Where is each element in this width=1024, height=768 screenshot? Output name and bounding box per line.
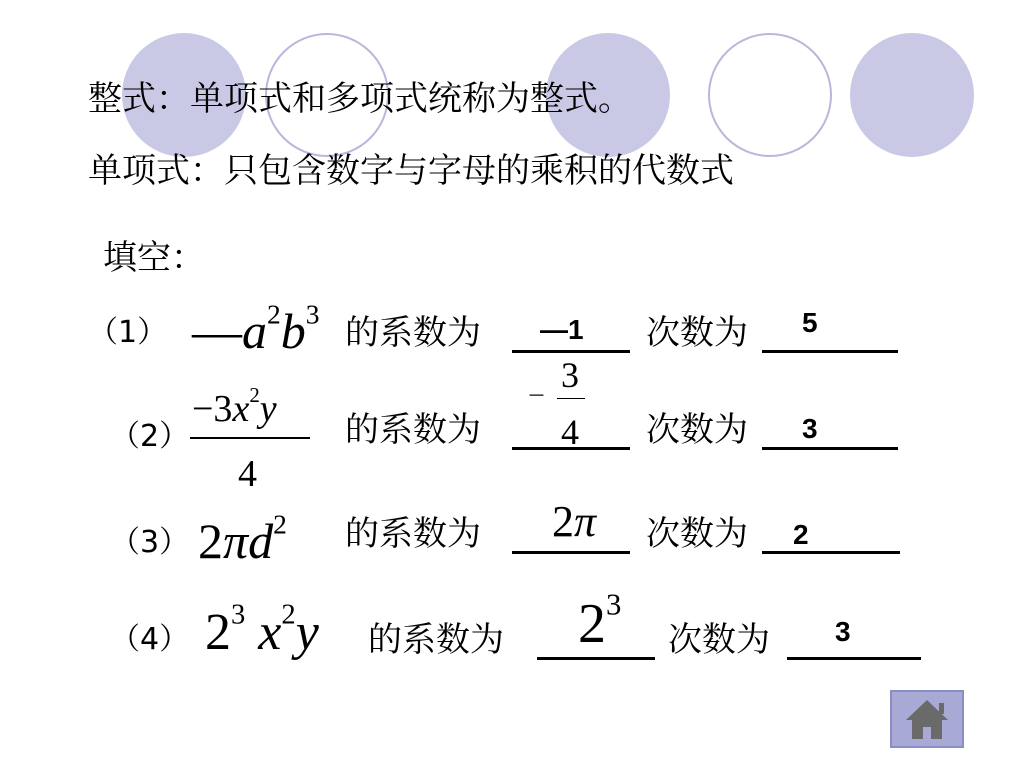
item-2-coef-label: 的系数为 xyxy=(345,410,481,450)
item-2-coef-fraction-bar xyxy=(557,398,585,399)
decor-circle-4 xyxy=(708,33,832,157)
item-3-degree-answer: 2 xyxy=(793,519,809,550)
item-2-coef-numerator: 3 xyxy=(561,355,579,395)
item-3-coef-blank xyxy=(512,551,630,554)
item-2-coef-blank xyxy=(512,447,630,450)
item-1-degree-label: 次数为 xyxy=(646,313,748,353)
item-2-numerator: $-3x^2y$ xyxy=(192,383,277,430)
item-2-index: （2） xyxy=(110,419,190,454)
item-4-degree-answer: 3 xyxy=(835,616,851,647)
item-1-coef-answer: —1 xyxy=(540,314,584,345)
polynomial-definition: 整式：单项式和多项式统称为整式。 xyxy=(88,79,632,119)
item-4-coef-label: 的系数为 xyxy=(368,620,504,660)
item-4-expression: $2^3$ $x^2y$ xyxy=(205,599,319,661)
exercise-heading: 填空： xyxy=(103,238,205,278)
item-2-denominator: 4 xyxy=(238,453,257,495)
item-2-degree-label: 次数为 xyxy=(646,410,748,450)
item-3-degree-blank xyxy=(762,551,900,554)
item-4-degree-blank xyxy=(787,657,921,660)
decor-circle-5 xyxy=(850,33,974,157)
item-4-coef-answer: $2^3$ xyxy=(578,587,622,655)
item-4-index: （4） xyxy=(110,622,190,657)
item-1-degree-answer: 5 xyxy=(802,307,818,338)
item-3-coef-label: 的系数为 xyxy=(345,514,481,554)
item-2-coef-sign: − xyxy=(528,379,545,412)
item-3-degree-label: 次数为 xyxy=(646,514,748,554)
item-3-expression: $2\pi d^2$ xyxy=(198,508,287,569)
item-3-index: （3） xyxy=(110,525,190,560)
home-button[interactable] xyxy=(890,690,964,748)
item-1-index: （1） xyxy=(88,315,168,350)
item-3-coef-answer: 2π xyxy=(552,497,597,546)
item-2-coef-denominator: 4 xyxy=(561,412,579,452)
item-4-coef-blank xyxy=(537,657,655,660)
item-1-expression: $—a^2b^3$ xyxy=(192,298,320,359)
item-1-coef-blank xyxy=(512,350,630,353)
item-2-fraction-bar xyxy=(190,437,310,439)
item-2-degree-answer: 3 xyxy=(802,413,818,444)
item-1-coef-label: 的系数为 xyxy=(345,313,481,353)
item-2-degree-blank xyxy=(762,447,898,450)
monomial-definition: 单项式：只包含数字与字母的乘积的代数式 xyxy=(88,151,734,191)
item-1-degree-blank xyxy=(762,350,898,353)
home-icon xyxy=(892,692,962,746)
item-4-degree-label: 次数为 xyxy=(668,620,770,660)
